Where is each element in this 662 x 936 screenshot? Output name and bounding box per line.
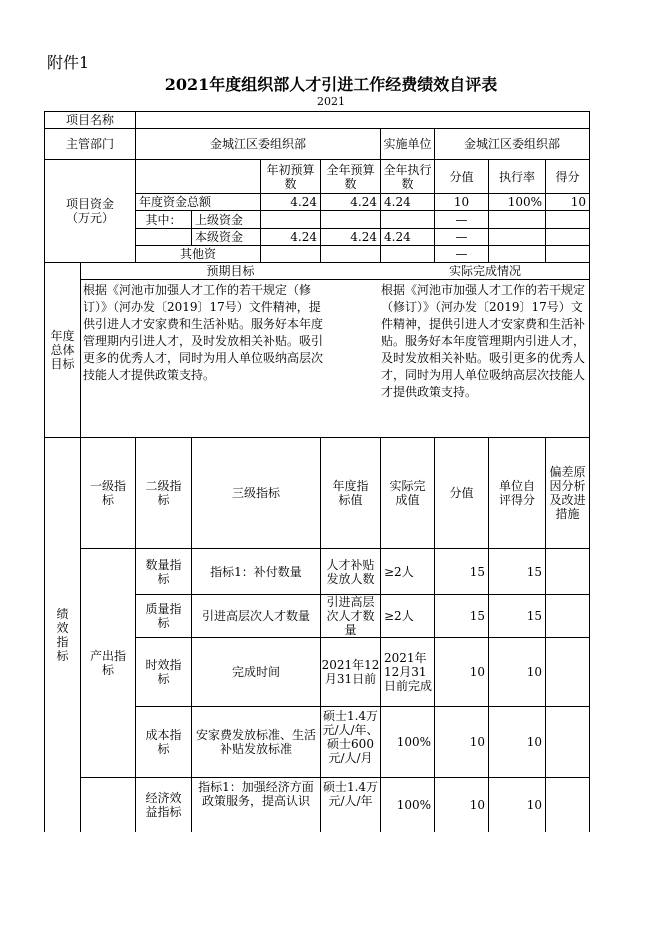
ind-row-target: 引进高层次人才数量: [326, 595, 375, 637]
goals-expected-header: 预期目标: [206, 264, 255, 278]
fund-row-rate: 100%: [507, 195, 542, 209]
dept-value: 金城江区委组织部: [209, 137, 306, 151]
ind-row-target: 人才补贴发放人数: [326, 557, 375, 586]
impl-label: 实施单位: [383, 137, 432, 151]
fund-header-rate: 执行率: [498, 169, 535, 184]
ind-row-remark: [546, 638, 589, 706]
fund-row-exec: [381, 246, 434, 262]
fund-header-annual: 全年预算数: [326, 162, 375, 191]
ind-header-level2: 二级指标: [145, 479, 182, 507]
ind-row-self-score: 10: [526, 735, 542, 749]
ind-row-self-score: 10: [526, 665, 542, 679]
attachment-label: 附件1: [47, 53, 90, 72]
ind-level1-output: 产出指标: [89, 649, 126, 677]
ind-row-remark: [546, 549, 589, 594]
fund-row-annual: [321, 211, 380, 228]
ind-row-actual: 2021年12月31日前完成: [384, 651, 433, 693]
ind-row-score-value: 15: [469, 609, 485, 623]
fund-row-annual: 4.24: [350, 230, 377, 244]
fund-row-rate: [489, 211, 545, 228]
fund-row-score: 10: [570, 195, 586, 209]
fund-row-name: 上级资金: [195, 212, 244, 227]
fund-row-name: 本级资金: [195, 230, 244, 244]
fund-row-score: [546, 246, 589, 262]
ind-row-target: 硕士1.4万元/人/年、硕士600元/人/月: [322, 709, 379, 765]
ind-row-self-score: 15: [526, 609, 542, 623]
project-name-value: [136, 112, 589, 128]
ind-row-level2: 质量指标: [145, 602, 182, 630]
ind-header-score-value: 分值: [449, 486, 474, 500]
ind-row-level3: 指标1：加强经济方面政策服务，提高认识: [198, 780, 314, 808]
ind-row-level2: 成本指标: [145, 728, 182, 756]
ind-row-target: 2021年12月31日前: [321, 658, 380, 686]
fund-row-score-value: —: [455, 230, 468, 244]
fund-row-initial: 4.24: [290, 230, 317, 244]
funds-label: 项目资金（万元）: [65, 197, 114, 225]
fund-row-annual: 4.24: [350, 195, 377, 209]
ind-header-remark: 偏差原因分析及改进措施: [549, 465, 586, 521]
ind-row-level2: 经济效益指标: [145, 791, 182, 819]
fund-row-exec: 4.24: [384, 195, 411, 209]
fund-row-exec: 4.24: [384, 230, 411, 244]
fund-row-initial: [261, 246, 320, 262]
fund-row-exec: [381, 211, 434, 228]
fund-header-score-value: 分值: [449, 169, 474, 184]
fund-row-score-value: —: [455, 247, 468, 261]
ind-row-remark: [546, 707, 589, 777]
form-year: 2021: [317, 95, 345, 108]
ind-header-actual: 实际完成值: [389, 479, 426, 507]
ind-row-level3: 完成时间: [231, 665, 280, 679]
project-name-label: 项目名称: [65, 113, 114, 127]
impl-value: 金城江区委组织部: [463, 137, 560, 151]
ind-header-target: 年度指标值: [332, 479, 369, 507]
ind-row-actual: 100%: [396, 735, 431, 749]
ind-row-actual: ≥2人: [384, 609, 414, 623]
fund-header-score: 得分: [555, 169, 580, 184]
goals-expected-text: 根据《河池市加强人才工作的若干规定（修订）》（河办发〔2019〕17号）文件精神，提供引进人才安家费和生活补贴。服务好本年度管理期内引进人才，及时发放相关补贴。吸引更多的优秀人才，同时为用人单位吸纳高层次技能人才提供政策支持。: [83, 283, 324, 382]
goals-label: 年度总体目标: [50, 329, 75, 371]
ind-row-score-value: 10: [469, 735, 485, 749]
ind-row-self-score: 15: [526, 564, 542, 579]
fund-header-exec: 全年执行数: [383, 162, 432, 191]
fund-row-score-value: 10: [453, 195, 470, 209]
indicators-label: 绩效指标: [56, 607, 69, 663]
ind-row-score-value: 10: [469, 665, 485, 679]
fund-row-initial: [261, 211, 320, 228]
ind-row-self-score: 10: [526, 798, 542, 812]
ind-row-actual: 100%: [396, 798, 431, 812]
ind-row-remark: [546, 778, 589, 832]
ind-header-level3: 三级指标: [231, 486, 280, 500]
ind-row-level2: 数量指标: [145, 557, 182, 586]
ind-header-self-score: 单位自评得分: [498, 479, 535, 507]
fund-row-prefix: 其中：: [145, 212, 182, 227]
fund-row-rate: [489, 229, 545, 245]
goals-actual-text: 根据《河池市加强人才工作的若干规定（修订）》（河办发〔2019〕17号）文件精神，提供引进人才安家费和生活补贴。服务好本年度管理期内引进人才，及时发放相关补贴。吸引更多的优秀人才，同时为用人单位吸纳高层次技能人才提供政策支持。: [381, 283, 586, 399]
ind-row-score-value: 15: [469, 564, 485, 579]
ind-header-level1: 一级指标: [89, 479, 126, 507]
ind-row-level3: 指标1：补付数量: [210, 564, 302, 579]
ind-row-remark: [546, 595, 589, 637]
fund-row-name: 年度资金总额: [139, 195, 212, 209]
fund-row-initial: 4.24: [290, 195, 317, 209]
ind-row-score-value: 10: [469, 798, 485, 812]
ind-row-level2: 时效指标: [145, 658, 182, 686]
fund-row-score-value: —: [455, 212, 468, 227]
ind-row-target: 硕士1.4万元/人/年: [322, 780, 379, 808]
ind-row-level3: 安家费发放标准、生活补贴发放标准: [195, 728, 316, 756]
ind-row-actual: ≥2人: [384, 564, 414, 579]
goals-actual-header: 实际完成情况: [448, 264, 521, 278]
form-title: 2021年度组织部人才引进工作经费绩效自评表: [164, 75, 498, 94]
fund-header-initial: 年初预算数: [266, 162, 315, 191]
ind-row-level3: 引进高层次人才数量: [201, 609, 310, 623]
fund-row-annual: [321, 246, 380, 262]
dept-label: 主管部门: [65, 137, 114, 151]
fund-row-score: [546, 211, 589, 228]
fund-row-rate: [489, 246, 545, 262]
fund-row-score: [546, 229, 589, 245]
fund-row-name: 其他资: [179, 247, 216, 261]
